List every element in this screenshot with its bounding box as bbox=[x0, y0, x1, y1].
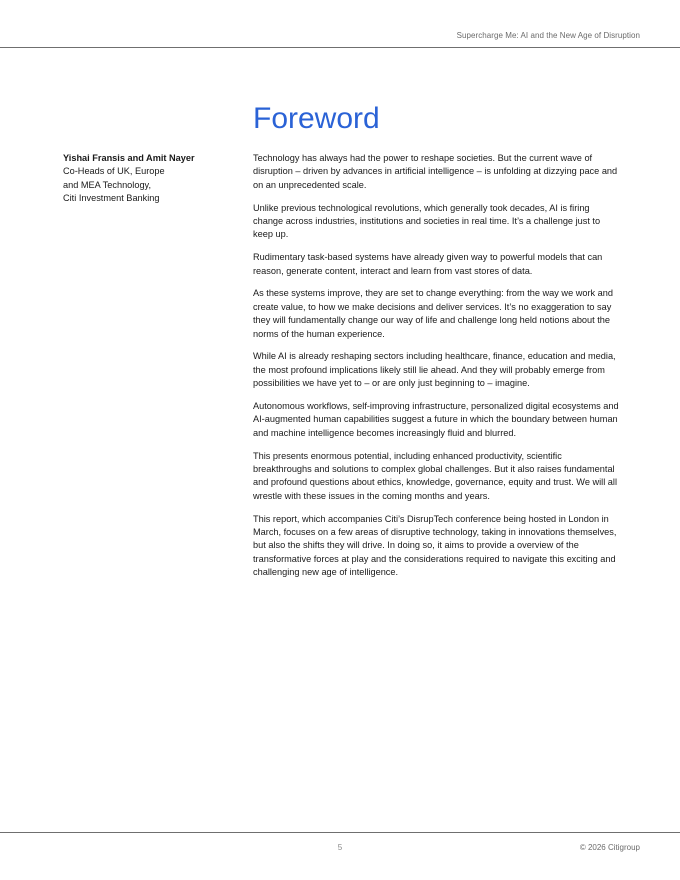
author-names: Yishai Fransis and Amit Nayer bbox=[63, 153, 195, 163]
author-block bbox=[63, 152, 233, 206]
body-paragraph: Technology has always had the power to reshape societies. But the current wave of disruption – driven by advances in artificial intelligence – is unfolding at dizzying pace and on an unprecedented scale. bbox=[253, 153, 618, 190]
body-paragraph: This presents enormous potential, including enhanced productivity, scientific breakthroughs and solutions to complex global challenges. But it also raises fundamental and profound questions about ethics, knowledge, governance, equity and trust. We will all wrestle with these issues in the coming months and years. bbox=[253, 450, 617, 501]
foreword-body bbox=[253, 152, 621, 589]
body-paragraph: While AI is already reshaping sectors including healthcare, finance, education and media, the most profound implications likely still lie ahead. And they will probably emerge from possibilities we have yet to – or are only just beginning to – imagine. bbox=[253, 351, 616, 389]
body-paragraph: Autonomous workflows, self-improving infrastructure, personalized digital ecosystems and AI-augmented human capabilities suggest a future in which the boundary between human and machine intelligence becomes increasingly fluid and blurred. bbox=[253, 401, 619, 438]
copyright-notice: © 2026 Citigroup bbox=[579, 843, 640, 852]
header-divider bbox=[0, 47, 680, 48]
body-paragraph: As these systems improve, they are set to change everything: from the way we work and create value, to how we make decisions and deliver services. It’s no exaggeration to say they will fundamentally change our way of life and challenge long held notions about the norms of the human experience. bbox=[253, 288, 614, 339]
body-paragraph: Rudimentary task-based systems have already given way to powerful models that can reason, generate content, interact and learn from vast stores of data. bbox=[253, 252, 603, 276]
author-role-line: Co-Heads of UK, Europe bbox=[63, 166, 165, 177]
body-paragraph: This report, which accompanies Citi’s DisrupTech conference being hosted in London in March, focuses on a few areas of disruptive technology, taking in innovations themselves, but also the shifts they will drive. In doing so, it aims to provide a overview of the transformative forces at play and the considerations required to navigate this exciting and challenging new age of intelligence. bbox=[253, 513, 617, 578]
body-paragraph: Unlike previous technological revolutions, which generally took decades, AI is firing change across industries, institutions and societies in real time. It’s a challenge just to keep up. bbox=[253, 202, 601, 240]
page-number: 5 bbox=[337, 843, 343, 852]
running-header-title: Supercharge Me: AI and the New Age of Disruption bbox=[456, 31, 640, 40]
footer-divider bbox=[0, 832, 680, 833]
page-title: Foreword bbox=[253, 102, 380, 135]
author-role-line: and MEA Technology, bbox=[63, 179, 152, 190]
author-role-line: Citi Investment Banking bbox=[63, 193, 160, 204]
